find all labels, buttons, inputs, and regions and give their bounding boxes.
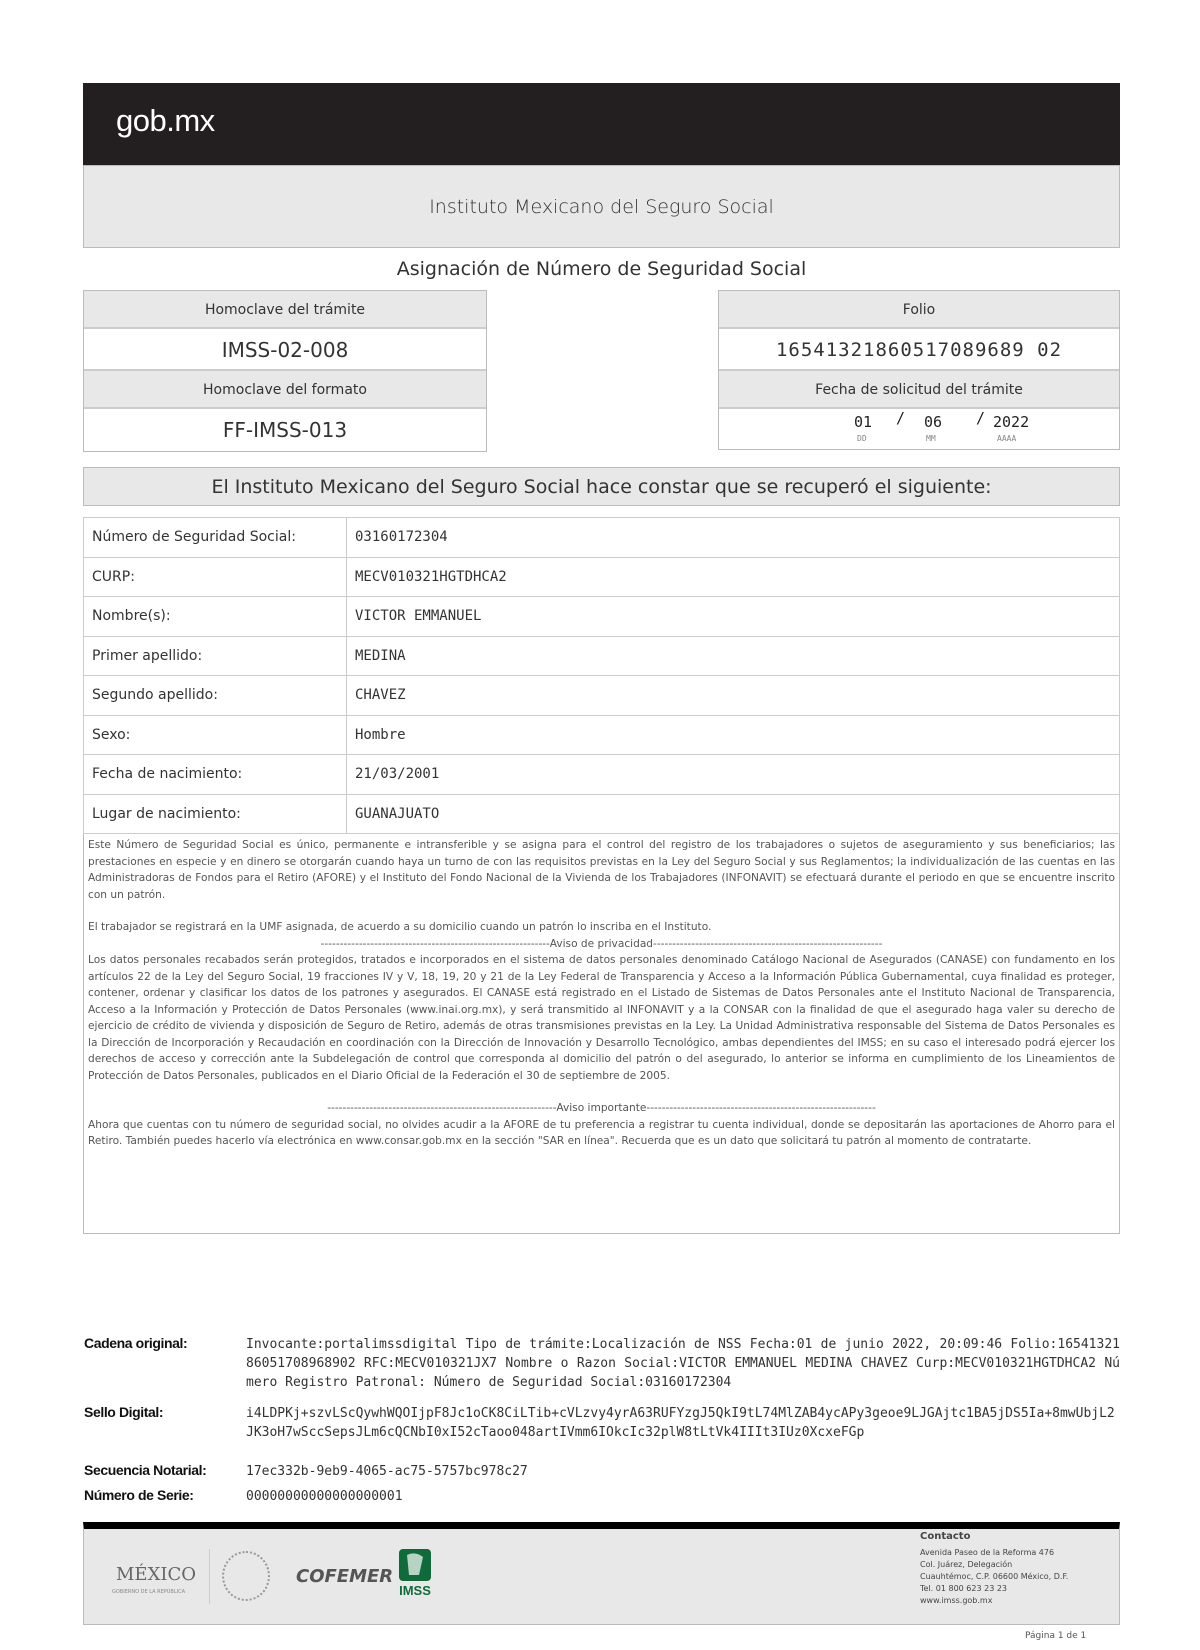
legal-notes bbox=[83, 834, 1120, 1234]
privacy-notice: Los datos personales recabados serán protegidos, tratados e incorporados en el sistema de datos personales denominado Catálogo Nacional de Asegurados (CANASE) con fundamento en los artículos 22 de la Ley del Seguro Social, 19 fracciones IV y V, 18, 19, 20 y 21 de la Ley Federal de Transparencia y Acceso a la Información Pública Gubernamental, cuya finalidad es proteger, contener, ordenar y clasificar los datos de los patrones y asegurados. El CANASE está registrado en el Listado de Sistemas de Datos Personales ante el Instituto Nacional de Transparencia, Acceso a la Información y Protección de Datos Personales (www.inai.org.mx), y será transmitido al INFONAVIT y a la CONSAR con la finalidad de que el asegurado haga valer su derecho de ejercicio de crédito de vivienda y disposición de Seguro de Retiro, además de otras transmisiones previstas en la Ley. La Unidad Administrativa responsable del Sistema de Datos Personales es la Dirección de Incorporación y Recaudación en coordinación con la Dirección de Innovación y Desarrollo Tecnológico, ambas dependientes del IMSS; en su caso el interesado podrá ejercer los derechos de acceso y corrección ante la Subdelegación de control que corresponda al domicilio del patrón o del asegurado, lo anterior se informa en cumplimiento de los Lineamientos de Protección de Datos Personales, publicados en el Diario Oficial de la Federación el 30 de septiembre de 2005. bbox=[88, 954, 1115, 1082]
homoclave-box bbox=[83, 290, 487, 452]
field-label: Fecha de nacimiento: bbox=[84, 755, 347, 795]
contact-line: Tel. 01 800 623 23 23 bbox=[920, 1584, 1008, 1593]
field-label: Número de Seguridad Social: bbox=[84, 518, 347, 558]
date-slash: / bbox=[976, 409, 986, 427]
digital-signature-block bbox=[84, 1335, 1120, 1518]
sello-digital: i4LDPKj+szvLScQywhWQOIjpF8Jc1oCK8CiLTib+cVLzvy4yrA63RUFYzgJ5QkI9tL74MlZAB4ycAPy3geoe9LJGAjtc1BA5jDS5Ia+8mwUbjL2JK3oH7wSccSepsJLm6cQCNbI0xI52cTaoo048artIVmm6IOkcIc32plW8tLtVk4IIIt3IUz0XcxeFGp bbox=[246, 1406, 1115, 1440]
mexico-logo-subtitle: GOBIERNO DE LA REPÚBLICA bbox=[112, 1589, 186, 1595]
insured-data-table bbox=[83, 517, 1120, 834]
table-row bbox=[84, 636, 1120, 676]
important-heading: ------------------------------------------------------------Aviso importante------------------------------------------------------------ bbox=[327, 1102, 876, 1114]
table-row bbox=[84, 755, 1120, 795]
contact-line: Avenida Paseo de la Reforma 476 bbox=[920, 1548, 1055, 1557]
contact-info bbox=[920, 1531, 1068, 1607]
table-row bbox=[84, 676, 1120, 716]
homoclave-tramite-value: IMSS-02-008 bbox=[84, 329, 486, 371]
date-slash: / bbox=[896, 409, 906, 427]
mm-label: MM bbox=[926, 434, 936, 443]
gob-mx-logo: gob.mx bbox=[116, 103, 215, 138]
field-value: GUANAJUATO bbox=[347, 794, 1120, 834]
nss-note: Este Número de Seguridad Social es único, permanente e intransferible y se asigna para el control del registro de los trabajadores o sujetos de aseguramiento y sus beneficiarios; las prestaciones en especie y en dinero se otorgarán cuando haya un turno de con las requisitos previstas en la Ley del Seguro Social y sus Reglamentos; la individualización de las cuentas en las Administradoras de Fondos para el Retiro (AFORE) y el Instituto del Fondo Nacional de la Vivienda de los Trabajadores (INFONAVIT) se efectuará durante el periodo en que se encuentre inscrito con un patrón. bbox=[88, 839, 1115, 901]
fecha-dd: 01 bbox=[854, 413, 873, 431]
folio-box bbox=[718, 290, 1120, 450]
field-label: Primer apellido: bbox=[84, 636, 347, 676]
folio-label: Folio bbox=[719, 291, 1119, 329]
important-notice: Ahora que cuentas con tu número de seguridad social, no olvides acudir a la AFORE de tu preferencia a registrar tu cuenta individual, donde se depositarán las aportaciones de Ahorro para el Retiro. También puedes hacerlo vía electrónica en www.consar.gob.mx en la sección "SAR en línea". Recuerda que es un dato que solicitará tu patrón al momento de contratarte. bbox=[88, 1118, 1115, 1147]
field-value: 03160172304 bbox=[347, 518, 1120, 558]
numero-serie: 00000000000000000001 bbox=[246, 1489, 403, 1504]
sello-label: Sello Digital: bbox=[84, 1404, 164, 1420]
constancy-banner: El Instituto Mexicano del Seguro Social hace constar que se recuperó el siguiente: bbox=[83, 467, 1120, 506]
cofemer-logo: COFEMER bbox=[296, 1566, 394, 1587]
secuencia-label: Secuencia Notarial: bbox=[84, 1462, 207, 1478]
cadena-original: Invocante:portalimssdigital Tipo de trámite:Localización de NSS Fecha:01 de junio 2022, 20:09:46 Folio:1654132186051708968902 RFC:MECV010321JX7 Nombre o Razon Social:VICTOR EMMANUEL MEDINA CHAVEZ Curp:MECV010321HGTDHCA2 Número Registro Patronal: Número de Seguridad Social:03160172304 bbox=[246, 1337, 1120, 1390]
imss-logo-text: IMSS bbox=[399, 1583, 431, 1597]
field-label: Lugar de nacimiento: bbox=[84, 794, 347, 834]
contact-link[interactable]: www.imss.gob.mx bbox=[920, 1596, 993, 1605]
homoclave-tramite-label: Homoclave del trámite bbox=[84, 291, 486, 329]
institution-title: Instituto Mexicano del Seguro Social bbox=[83, 165, 1120, 248]
fecha-label: Fecha de solicitud del trámite bbox=[719, 371, 1119, 409]
field-value: MECV010321HGTDHCA2 bbox=[347, 557, 1120, 597]
mexico-logo: MÉXICO bbox=[116, 1564, 197, 1585]
page-number: Página 1 de 1 bbox=[1025, 1631, 1087, 1641]
aaaa-label: AAAA bbox=[997, 434, 1017, 443]
contact-line: Cuauhtémoc, C.P. 06600 México, D.F. bbox=[920, 1572, 1069, 1581]
privacy-heading: ------------------------------------------------------------Aviso de privacidad------------------------------------------------------------ bbox=[320, 937, 883, 950]
fecha-solicitud bbox=[719, 409, 1119, 449]
field-label: Sexo: bbox=[84, 715, 347, 755]
cadena-label: Cadena original: bbox=[84, 1335, 188, 1351]
field-label: Nombre(s): bbox=[84, 597, 347, 637]
document-title: Asignación de Número de Seguridad Social bbox=[396, 258, 807, 280]
folio-value: 16541321860517089689 02 bbox=[719, 329, 1119, 371]
field-value: VICTOR EMMANUEL bbox=[347, 597, 1120, 637]
contact-title: Contacto bbox=[920, 1531, 971, 1542]
table-row bbox=[84, 557, 1120, 597]
field-label: CURP: bbox=[84, 557, 347, 597]
gob-header bbox=[83, 83, 1120, 165]
homoclave-formato-label: Homoclave del formato bbox=[84, 371, 486, 409]
dd-label: DD bbox=[857, 434, 867, 443]
contact-line: Col. Juárez, Delegación bbox=[920, 1560, 1013, 1569]
fecha-aaaa: 2022 bbox=[993, 413, 1030, 431]
field-value: CHAVEZ bbox=[347, 676, 1120, 716]
logo-divider bbox=[209, 1549, 210, 1604]
table-row bbox=[84, 518, 1120, 558]
field-value: Hombre bbox=[347, 715, 1120, 755]
table-row bbox=[84, 715, 1120, 755]
serie-label: Número de Serie: bbox=[84, 1487, 194, 1503]
national-seal-icon bbox=[222, 1551, 270, 1601]
field-label: Segundo apellido: bbox=[84, 676, 347, 716]
homoclave-formato-value: FF-IMSS-013 bbox=[84, 409, 486, 451]
field-value: 21/03/2001 bbox=[347, 755, 1120, 795]
table-row bbox=[84, 597, 1120, 637]
fecha-mm: 06 bbox=[924, 413, 943, 431]
secuencia-notarial: 17ec332b-9eb9-4065-ac75-5757bc978c27 bbox=[246, 1464, 528, 1479]
footer bbox=[83, 1522, 1120, 1625]
table-row bbox=[84, 794, 1120, 834]
imss-logo bbox=[397, 1549, 433, 1597]
field-value: MEDINA bbox=[347, 636, 1120, 676]
umf-note: El trabajador se registrará en la UMF asignada, de acuerdo a su domicilio cuando un patrón lo inscriba en el Instituto. bbox=[88, 921, 712, 933]
